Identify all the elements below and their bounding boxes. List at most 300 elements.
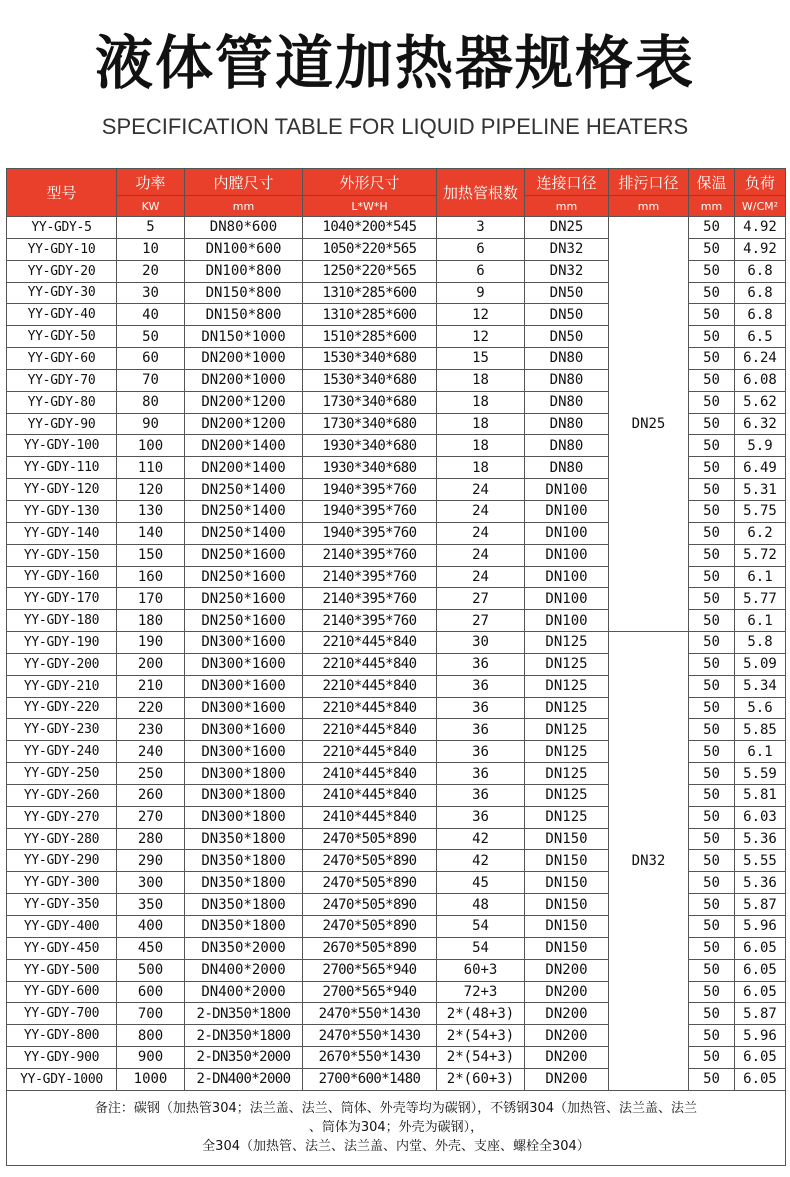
outer-size-cell: 2140*395*760 (303, 588, 437, 610)
power-cell: 500 (117, 959, 185, 981)
insulation-cell: 50 (689, 763, 735, 785)
model-cell: YY-GDY-280 (7, 828, 117, 850)
note-row (7, 1090, 786, 1165)
tube-count-cell: 72+3 (437, 981, 525, 1003)
outer-size-cell: 1730*340*680 (303, 413, 437, 435)
power-cell: 290 (117, 850, 185, 872)
insulation-cell: 50 (689, 260, 735, 282)
connection-cell: DN80 (525, 435, 609, 457)
load-cell: 5.62 (735, 391, 786, 413)
model-cell: YY-GDY-120 (7, 479, 117, 501)
insulation-cell: 50 (689, 1068, 735, 1090)
insulation-cell: 50 (689, 348, 735, 370)
connection-cell: DN200 (525, 959, 609, 981)
tube-count-cell: 18 (437, 457, 525, 479)
header-model: 型号 (7, 169, 117, 217)
connection-cell: DN125 (525, 719, 609, 741)
insulation-cell: 50 (689, 1047, 735, 1069)
insulation-cell: 50 (689, 806, 735, 828)
power-cell: 400 (117, 916, 185, 938)
connection-cell: DN200 (525, 1025, 609, 1047)
connection-cell: DN100 (525, 544, 609, 566)
tube-count-cell: 36 (437, 784, 525, 806)
power-cell: 190 (117, 632, 185, 654)
inner-size-cell: DN350*1800 (185, 850, 303, 872)
load-cell: 5.55 (735, 850, 786, 872)
header-load: 负荷 (735, 169, 786, 196)
model-cell: YY-GDY-100 (7, 435, 117, 457)
insulation-cell: 50 (689, 1003, 735, 1025)
unit-drain: mm (609, 196, 689, 217)
outer-size-cell: 1930*340*680 (303, 435, 437, 457)
model-cell: YY-GDY-80 (7, 391, 117, 413)
load-cell: 6.05 (735, 1047, 786, 1069)
model-cell: YY-GDY-170 (7, 588, 117, 610)
drain-cell: DN25 (609, 217, 689, 632)
model-cell: YY-GDY-240 (7, 741, 117, 763)
insulation-cell: 50 (689, 282, 735, 304)
outer-size-cell: 2410*445*840 (303, 784, 437, 806)
inner-size-cell: DN300*1600 (185, 719, 303, 741)
tube-count-cell: 24 (437, 500, 525, 522)
insulation-cell: 50 (689, 872, 735, 894)
model-cell: YY-GDY-220 (7, 697, 117, 719)
model-cell: YY-GDY-270 (7, 806, 117, 828)
connection-cell: DN25 (525, 217, 609, 239)
load-cell: 5.87 (735, 894, 786, 916)
inner-size-cell: DN150*800 (185, 282, 303, 304)
load-cell: 6.08 (735, 369, 786, 391)
header-inner: 内膛尺寸 (185, 169, 303, 196)
outer-size-cell: 1310*285*600 (303, 304, 437, 326)
insulation-cell: 50 (689, 697, 735, 719)
load-cell: 6.8 (735, 304, 786, 326)
power-cell: 100 (117, 435, 185, 457)
tube-count-cell: 15 (437, 348, 525, 370)
model-cell: YY-GDY-70 (7, 369, 117, 391)
power-cell: 600 (117, 981, 185, 1003)
power-cell: 60 (117, 348, 185, 370)
power-cell: 140 (117, 522, 185, 544)
outer-size-cell: 1940*395*760 (303, 479, 437, 501)
inner-size-cell: DN300*1800 (185, 784, 303, 806)
outer-size-cell: 2700*565*940 (303, 981, 437, 1003)
outer-size-cell: 2470*505*890 (303, 850, 437, 872)
tube-count-cell: 36 (437, 806, 525, 828)
inner-size-cell: 2-DN350*1800 (185, 1003, 303, 1025)
outer-size-cell: 1250*220*565 (303, 260, 437, 282)
connection-cell: DN150 (525, 894, 609, 916)
power-cell: 210 (117, 675, 185, 697)
tube-count-cell: 24 (437, 479, 525, 501)
insulation-cell: 50 (689, 894, 735, 916)
page-title: 液体管道加热器规格表 (94, 29, 695, 97)
power-cell: 150 (117, 544, 185, 566)
connection-cell: DN80 (525, 391, 609, 413)
outer-size-cell: 2210*445*840 (303, 675, 437, 697)
outer-size-cell: 2140*395*760 (303, 566, 437, 588)
connection-cell: DN50 (525, 304, 609, 326)
tube-count-cell: 54 (437, 937, 525, 959)
outer-size-cell: 2210*445*840 (303, 741, 437, 763)
unit-load: W/CM² (735, 196, 786, 217)
table-row (7, 632, 786, 654)
inner-size-cell: 2-DN350*1800 (185, 1025, 303, 1047)
inner-size-cell: DN250*1600 (185, 588, 303, 610)
insulation-cell: 50 (689, 610, 735, 632)
connection-cell: DN125 (525, 632, 609, 654)
model-cell: YY-GDY-260 (7, 784, 117, 806)
insulation-cell: 50 (689, 500, 735, 522)
connection-cell: DN125 (525, 653, 609, 675)
load-cell: 5.6 (735, 697, 786, 719)
tube-count-cell: 2*(60+3) (437, 1068, 525, 1090)
model-cell: YY-GDY-50 (7, 326, 117, 348)
load-cell: 5.85 (735, 719, 786, 741)
connection-cell: DN80 (525, 457, 609, 479)
tube-count-cell: 9 (437, 282, 525, 304)
tube-count-cell: 36 (437, 675, 525, 697)
load-cell: 6.1 (735, 566, 786, 588)
load-cell: 6.1 (735, 741, 786, 763)
inner-size-cell: DN250*1600 (185, 566, 303, 588)
unit-row (7, 196, 786, 217)
connection-cell: DN150 (525, 937, 609, 959)
inner-size-cell: DN300*1600 (185, 697, 303, 719)
insulation-cell: 50 (689, 522, 735, 544)
inner-size-cell: DN250*1600 (185, 610, 303, 632)
insulation-cell: 50 (689, 741, 735, 763)
insulation-cell: 50 (689, 326, 735, 348)
model-cell: YY-GDY-1000 (7, 1068, 117, 1090)
connection-cell: DN150 (525, 916, 609, 938)
connection-cell: DN125 (525, 763, 609, 785)
model-cell: YY-GDY-20 (7, 260, 117, 282)
connection-cell: DN200 (525, 1068, 609, 1090)
outer-size-cell: 2210*445*840 (303, 653, 437, 675)
model-cell: YY-GDY-30 (7, 282, 117, 304)
model-cell: YY-GDY-150 (7, 544, 117, 566)
inner-size-cell: DN400*2000 (185, 959, 303, 981)
tube-count-cell: 36 (437, 719, 525, 741)
insulation-cell: 50 (689, 959, 735, 981)
power-cell: 130 (117, 500, 185, 522)
model-cell: YY-GDY-40 (7, 304, 117, 326)
power-cell: 160 (117, 566, 185, 588)
load-cell: 6.05 (735, 959, 786, 981)
unit-inner: mm (185, 196, 303, 217)
outer-size-cell: 2470*550*1430 (303, 1025, 437, 1047)
outer-size-cell: 1050*220*565 (303, 238, 437, 260)
drain-cell: DN32 (609, 632, 689, 1091)
load-cell: 6.49 (735, 457, 786, 479)
insulation-cell: 50 (689, 653, 735, 675)
connection-cell: DN80 (525, 369, 609, 391)
model-cell: YY-GDY-800 (7, 1025, 117, 1047)
insulation-cell: 50 (689, 566, 735, 588)
power-cell: 200 (117, 653, 185, 675)
outer-size-cell: 1730*340*680 (303, 391, 437, 413)
inner-size-cell: DN300*1600 (185, 632, 303, 654)
model-cell: YY-GDY-200 (7, 653, 117, 675)
connection-cell: DN200 (525, 981, 609, 1003)
inner-size-cell: DN200*1400 (185, 457, 303, 479)
inner-size-cell: DN300*1600 (185, 675, 303, 697)
inner-size-cell: DN150*1000 (185, 326, 303, 348)
power-cell: 90 (117, 413, 185, 435)
power-cell: 300 (117, 872, 185, 894)
insulation-cell: 50 (689, 479, 735, 501)
load-cell: 6.8 (735, 282, 786, 304)
power-cell: 50 (117, 326, 185, 348)
power-cell: 110 (117, 457, 185, 479)
tube-count-cell: 24 (437, 522, 525, 544)
model-cell: YY-GDY-5 (7, 217, 117, 239)
connection-cell: DN200 (525, 1003, 609, 1025)
power-cell: 170 (117, 588, 185, 610)
power-cell: 70 (117, 369, 185, 391)
unit-insul: mm (689, 196, 735, 217)
load-cell: 5.31 (735, 479, 786, 501)
model-cell: YY-GDY-500 (7, 959, 117, 981)
connection-cell: DN125 (525, 675, 609, 697)
outer-size-cell: 2470*505*890 (303, 828, 437, 850)
load-cell: 6.05 (735, 1068, 786, 1090)
outer-size-cell: 1530*340*680 (303, 348, 437, 370)
insulation-cell: 50 (689, 784, 735, 806)
insulation-cell: 50 (689, 435, 735, 457)
header-tubes: 加热管根数 (437, 169, 525, 217)
connection-cell: DN50 (525, 326, 609, 348)
model-cell: YY-GDY-450 (7, 937, 117, 959)
connection-cell: DN100 (525, 500, 609, 522)
load-cell: 4.92 (735, 238, 786, 260)
insulation-cell: 50 (689, 916, 735, 938)
model-cell: YY-GDY-60 (7, 348, 117, 370)
model-cell: YY-GDY-160 (7, 566, 117, 588)
insulation-cell: 50 (689, 413, 735, 435)
insulation-cell: 50 (689, 937, 735, 959)
inner-size-cell: DN150*800 (185, 304, 303, 326)
power-cell: 5 (117, 217, 185, 239)
load-cell: 6.2 (735, 522, 786, 544)
power-cell: 700 (117, 1003, 185, 1025)
tube-count-cell: 48 (437, 894, 525, 916)
power-cell: 80 (117, 391, 185, 413)
power-cell: 900 (117, 1047, 185, 1069)
tube-count-cell: 6 (437, 260, 525, 282)
load-cell: 5.8 (735, 632, 786, 654)
power-cell: 280 (117, 828, 185, 850)
model-cell: YY-GDY-350 (7, 894, 117, 916)
load-cell: 5.96 (735, 916, 786, 938)
connection-cell: DN80 (525, 348, 609, 370)
inner-size-cell: DN350*1800 (185, 916, 303, 938)
tube-count-cell: 27 (437, 610, 525, 632)
outer-size-cell: 2470*550*1430 (303, 1003, 437, 1025)
connection-cell: DN150 (525, 828, 609, 850)
insulation-cell: 50 (689, 304, 735, 326)
inner-size-cell: DN350*1800 (185, 894, 303, 916)
inner-size-cell: DN200*1000 (185, 348, 303, 370)
power-cell: 10 (117, 238, 185, 260)
header-insul: 保温 (689, 169, 735, 196)
model-cell: YY-GDY-400 (7, 916, 117, 938)
tube-count-cell: 24 (437, 544, 525, 566)
outer-size-cell: 2210*445*840 (303, 719, 437, 741)
load-cell: 6.8 (735, 260, 786, 282)
tube-count-cell: 12 (437, 326, 525, 348)
tube-count-cell: 6 (437, 238, 525, 260)
header-drain: 排污口径 (609, 169, 689, 196)
model-cell: YY-GDY-90 (7, 413, 117, 435)
spec-table (6, 168, 786, 1166)
inner-size-cell: DN250*1400 (185, 500, 303, 522)
model-cell: YY-GDY-230 (7, 719, 117, 741)
connection-cell: DN100 (525, 610, 609, 632)
inner-size-cell: DN100*800 (185, 260, 303, 282)
load-cell: 5.36 (735, 872, 786, 894)
inner-size-cell: DN200*1000 (185, 369, 303, 391)
note-line-3: 全304（加热管、法兰、法兰盖、内堂、外壳、支座、螺栓全304） (202, 1139, 590, 1155)
outer-size-cell: 2670*550*1430 (303, 1047, 437, 1069)
header-power: 功率 (117, 169, 185, 196)
outer-size-cell: 2140*395*760 (303, 544, 437, 566)
model-cell: YY-GDY-190 (7, 632, 117, 654)
tube-count-cell: 24 (437, 566, 525, 588)
insulation-cell: 50 (689, 217, 735, 239)
tube-count-cell: 2*(54+3) (437, 1047, 525, 1069)
load-cell: 5.87 (735, 1003, 786, 1025)
connection-cell: DN32 (525, 260, 609, 282)
tube-count-cell: 60+3 (437, 959, 525, 981)
tube-count-cell: 2*(54+3) (437, 1025, 525, 1047)
header-conn: 连接口径 (525, 169, 609, 196)
power-cell: 250 (117, 763, 185, 785)
insulation-cell: 50 (689, 1025, 735, 1047)
connection-cell: DN50 (525, 282, 609, 304)
outer-size-cell: 2410*445*840 (303, 763, 437, 785)
note-cell (7, 1090, 786, 1165)
inner-size-cell: DN300*1600 (185, 741, 303, 763)
model-cell: YY-GDY-700 (7, 1003, 117, 1025)
model-cell: YY-GDY-210 (7, 675, 117, 697)
connection-cell: DN125 (525, 741, 609, 763)
load-cell: 5.9 (735, 435, 786, 457)
inner-size-cell: DN100*600 (185, 238, 303, 260)
insulation-cell: 50 (689, 632, 735, 654)
model-cell: YY-GDY-10 (7, 238, 117, 260)
tube-count-cell: 36 (437, 697, 525, 719)
inner-size-cell: DN250*1600 (185, 544, 303, 566)
connection-cell: DN80 (525, 413, 609, 435)
outer-size-cell: 2700*600*1480 (303, 1068, 437, 1090)
power-cell: 270 (117, 806, 185, 828)
model-cell: YY-GDY-250 (7, 763, 117, 785)
model-cell: YY-GDY-290 (7, 850, 117, 872)
connection-cell: DN150 (525, 850, 609, 872)
power-cell: 40 (117, 304, 185, 326)
tube-count-cell: 42 (437, 828, 525, 850)
load-cell: 6.32 (735, 413, 786, 435)
insulation-cell: 50 (689, 457, 735, 479)
load-cell: 5.36 (735, 828, 786, 850)
insulation-cell: 50 (689, 588, 735, 610)
connection-cell: DN150 (525, 872, 609, 894)
power-cell: 450 (117, 937, 185, 959)
connection-cell: DN100 (525, 522, 609, 544)
load-cell: 6.05 (735, 937, 786, 959)
tube-count-cell: 30 (437, 632, 525, 654)
connection-cell: DN100 (525, 566, 609, 588)
outer-size-cell: 2670*505*890 (303, 937, 437, 959)
inner-size-cell: 2-DN350*2000 (185, 1047, 303, 1069)
inner-size-cell: DN400*2000 (185, 981, 303, 1003)
load-cell: 6.03 (735, 806, 786, 828)
insulation-cell: 50 (689, 828, 735, 850)
model-cell: YY-GDY-130 (7, 500, 117, 522)
load-cell: 6.24 (735, 348, 786, 370)
outer-size-cell: 2470*505*890 (303, 872, 437, 894)
insulation-cell: 50 (689, 391, 735, 413)
outer-size-cell: 1040*200*545 (303, 217, 437, 239)
insulation-cell: 50 (689, 719, 735, 741)
tube-count-cell: 18 (437, 391, 525, 413)
spec-table-body (7, 217, 786, 1091)
connection-cell: DN32 (525, 238, 609, 260)
power-cell: 20 (117, 260, 185, 282)
inner-size-cell: DN350*2000 (185, 937, 303, 959)
power-cell: 220 (117, 697, 185, 719)
connection-cell: DN125 (525, 784, 609, 806)
inner-size-cell: DN200*1400 (185, 435, 303, 457)
power-cell: 120 (117, 479, 185, 501)
note-line-1: 备注：碳钢（加热管304；法兰盖、法兰、筒体、外壳等均为碳钢），不锈钢304（加热管、法兰盖、法兰 (94, 1101, 698, 1117)
outer-size-cell: 2470*505*890 (303, 916, 437, 938)
connection-cell: DN125 (525, 697, 609, 719)
outer-size-cell: 1510*285*600 (303, 326, 437, 348)
outer-size-cell: 2470*505*890 (303, 894, 437, 916)
tube-count-cell: 36 (437, 741, 525, 763)
power-cell: 230 (117, 719, 185, 741)
table-row (7, 217, 786, 239)
tube-count-cell: 2*(48+3) (437, 1003, 525, 1025)
unit-conn: mm (525, 196, 609, 217)
outer-size-cell: 1530*340*680 (303, 369, 437, 391)
unit-outer: L*W*H (303, 196, 437, 217)
tube-count-cell: 54 (437, 916, 525, 938)
header-row (7, 169, 786, 196)
inner-size-cell: DN350*1800 (185, 872, 303, 894)
tube-count-cell: 18 (437, 369, 525, 391)
insulation-cell: 50 (689, 675, 735, 697)
header-outer: 外形尺寸 (303, 169, 437, 196)
tube-count-cell: 27 (437, 588, 525, 610)
load-cell: 5.96 (735, 1025, 786, 1047)
power-cell: 260 (117, 784, 185, 806)
inner-size-cell: DN300*1800 (185, 806, 303, 828)
inner-size-cell: DN200*1200 (185, 391, 303, 413)
power-cell: 1000 (117, 1068, 185, 1090)
tube-count-cell: 18 (437, 413, 525, 435)
page-subtitle: SPECIFICATION TABLE FOR LIQUID PIPELINE HEATERS (101, 114, 689, 139)
connection-cell: DN200 (525, 1047, 609, 1069)
load-cell: 6.1 (735, 610, 786, 632)
load-cell: 5.59 (735, 763, 786, 785)
inner-size-cell: 2-DN400*2000 (185, 1068, 303, 1090)
inner-size-cell: DN200*1200 (185, 413, 303, 435)
load-cell: 5.34 (735, 675, 786, 697)
